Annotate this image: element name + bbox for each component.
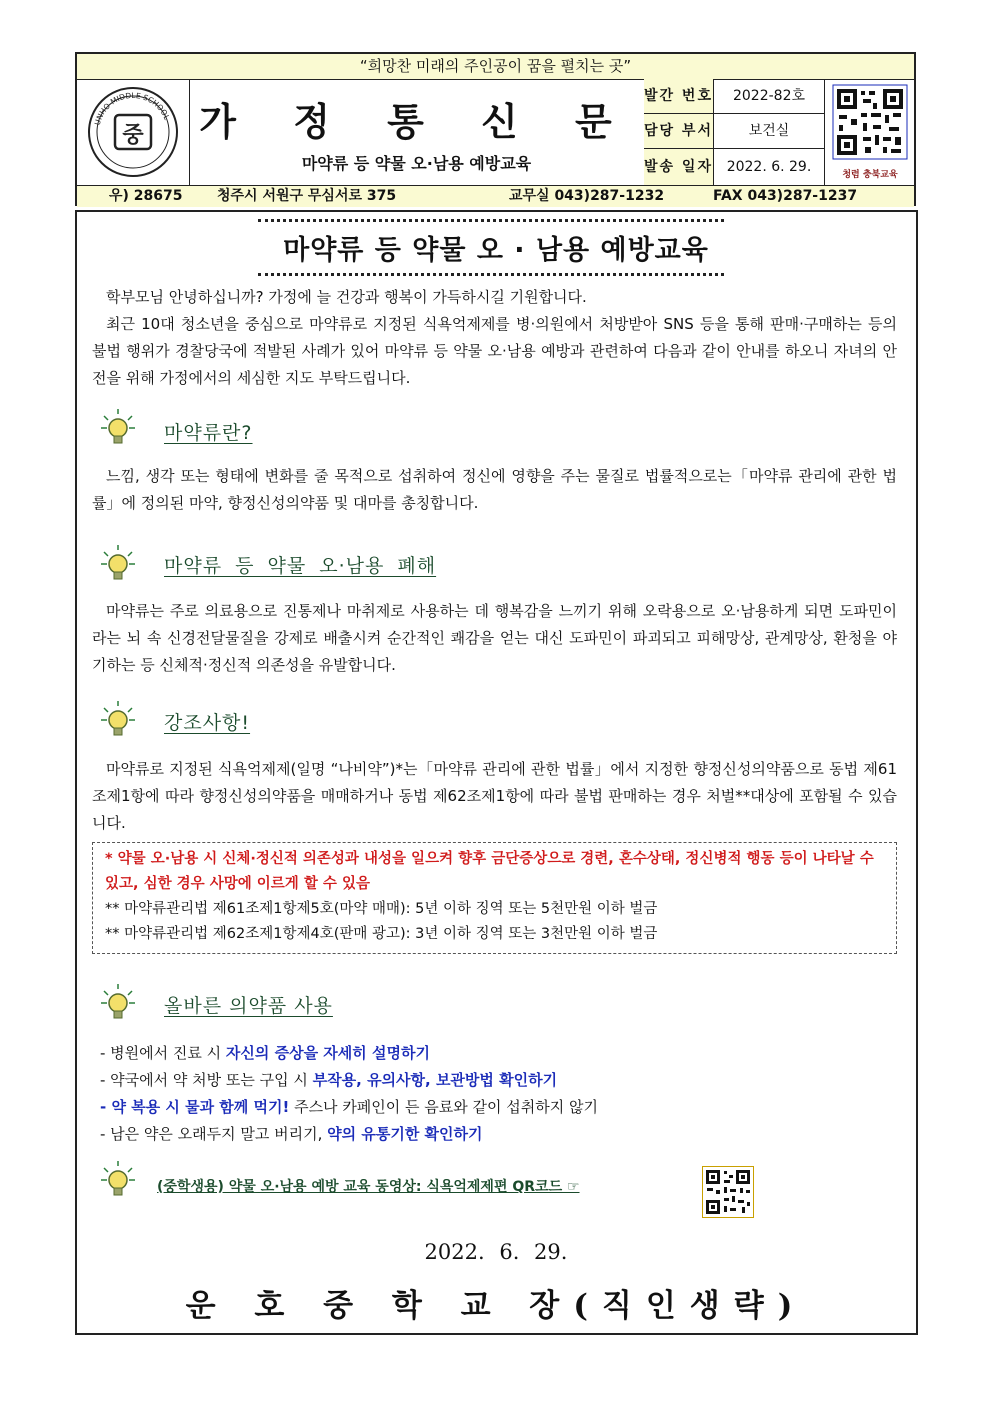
logo-ring-text: UNHO MIDDLE SCHOOL — [92, 90, 172, 127]
lightbulb-icon — [98, 544, 138, 584]
info-label: 발간 번호 — [644, 79, 714, 113]
info-value: 2022-82호 — [732, 88, 806, 104]
lightbulb-icon — [98, 700, 138, 740]
lightbulb-icon — [98, 1160, 138, 1200]
title-dotted-rule-top — [258, 219, 724, 222]
intro-paragraph: 최근 10대 청소년을 중심으로 마약류로 지정된 식욕억제제를 병·의원에서 처방받아 SNS 등을 통해 판매·구매하는 등의 불법 행위가 경찰당국에 적발된 사례가 있어 마약류 등 약물 오·남용 예방과 관련하여 다음과 같이 안내를 하오니 자녀의 안전을 위해 가정에서의 세심한 지도 부탁드립니다. — [92, 315, 897, 387]
list-item: - 약 복용 시 물과 함께 먹기! 주스나 카페인이 든 음료와 같이 섭취하지 않기 — [100, 1098, 599, 1116]
postal-code: 우) 28675 — [109, 188, 183, 204]
section-heading-what-is-drug: 마약류란? — [164, 422, 253, 444]
section-body-harm: 마약류는 주로 의료용으로 진통제나 마취제로 사용하는 데 행복감을 느끼기 위해 오락용으로 오·남용하게 되면 도파민이라는 뇌 속 신경전달물질을 강제로 배출시켜 순간적인 쾌감을 얻는 대신 도파민이 파괴되고 피해망상, 관계망상, 환청을 야기하는 등 신체적·정신적 의존성을 유발합니다. — [92, 602, 897, 674]
header-row — [77, 79, 914, 185]
school-logo-cell — [77, 79, 190, 185]
lightbulb-icon — [98, 408, 138, 448]
info-row-date — [644, 149, 824, 185]
law-note-62: ** 마약류관리법 제62조제1항제4호(판매 광고): 3년 이하 징역 또는 3천만원 이하 벌금 — [105, 926, 658, 942]
info-label: 담당 부서 — [644, 114, 714, 148]
info-label: 발송 일자 — [644, 149, 714, 185]
logo-glyph: 중 — [122, 123, 144, 148]
principal-signature: 운 호 중 학 교 장(직인생략) — [185, 1288, 807, 1324]
highlight-text: 자신의 증상을 자세히 설명하기 — [225, 1044, 430, 1062]
street-address: 청주시 서원구 무심서로 375 — [217, 188, 397, 204]
newsletter-title: 가 정 통 신 문 — [199, 99, 634, 144]
document-title: 마약류 등 약물 오 · 남용 예방교육 — [283, 235, 709, 266]
qr-cell — [824, 79, 915, 185]
lightbulb-icon — [98, 983, 138, 1023]
info-value: 보건실 — [748, 123, 790, 139]
fax-number: FAX 043)287-1237 — [713, 188, 858, 204]
title-dotted-rule-bottom — [258, 273, 724, 276]
info-row-issue — [644, 79, 824, 114]
section-heading-harm: 마약류 등 약물 오·남용 폐해 — [164, 555, 437, 577]
title-cell — [189, 79, 645, 185]
list-item: - 병원에서 진료 시 자신의 증상을 자세히 설명하기 — [100, 1044, 430, 1062]
proper-use-list — [100, 1040, 890, 1148]
list-item: - 남은 약은 오래두지 말고 버리기, 약의 유통기한 확인하기 — [100, 1125, 483, 1143]
issue-date: 2022. 6. 29. — [424, 1240, 568, 1264]
highlight-text: 부작용, 유의사항, 보관방법 확인하기 — [312, 1071, 558, 1089]
qr-code-icon[interactable] — [825, 79, 915, 185]
school-motto: “희망찬 미래의 주인공이 꿈을 펼치는 곳” — [77, 54, 914, 80]
school-logo-icon — [77, 79, 189, 185]
info-row-department — [644, 114, 824, 149]
newsletter-subtitle: 마약류 등 약물 오·남용 예방교육 — [301, 154, 532, 173]
highlight-text: 약의 유통기한 확인하기 — [327, 1125, 483, 1143]
school-address-bar — [77, 185, 914, 207]
list-item: - 약국에서 약 처방 또는 구입 시 부작용, 유의사항, 보관방법 확인하기 — [100, 1071, 558, 1089]
greeting-paragraph: 학부모님 안녕하십니까? 가정에 늘 건강과 행복이 가득하시길 기원합니다. — [106, 288, 587, 306]
edu-office-logo-text: 청렴 충북교육 — [842, 170, 898, 180]
info-value: 2022. 6. 29. — [726, 159, 812, 175]
video-qr-link[interactable]: (중학생용) 약물 오·남용 예방 교육 동영상: 식욕억제제편 QR코드 ☞ — [157, 1179, 580, 1195]
section-body-what-is-drug: 느낌, 생각 또는 형태에 변화를 줄 목적으로 섭취하여 정신에 영향을 주는 물질로 법률적으로는「마약류 관리에 관한 법률」에 정의된 마약, 향정신성의약품 및 대마를 총칭합니다. — [92, 467, 897, 512]
office-phone: 교무실 043)287-1232 — [509, 188, 665, 204]
legal-notes-box — [92, 842, 897, 954]
video-qr-code-icon[interactable] — [702, 1166, 754, 1218]
issue-info-table — [644, 79, 824, 185]
section-heading-proper-use: 올바른 의약품 사용 — [164, 995, 333, 1017]
section-body-emphasis: 마약류로 지정된 식욕억제제(일명 “나비약”)*는「마약류 관리에 관한 법률」에서 지정한 향정신성의약품으로 동법 제61조제1항에 따라 향정신성의약품을 매매하거나 동법 제62조제1항에 따라 불법 판매하는 경우 처벌**대상에 포함될 수 있습니다. — [92, 760, 897, 832]
newsletter-header — [75, 52, 916, 206]
highlight-text: 약 복용 시 물과 함께 먹기! — [111, 1098, 290, 1116]
law-note-61: ** 마약류관리법 제61조제1항제5호(마약 매매): 5년 이하 징역 또는 5천만원 이하 벌금 — [105, 901, 658, 917]
section-heading-emphasis: 강조사항! — [164, 712, 251, 734]
warning-note: * 약물 오·남용 시 신체·정신적 의존성과 내성을 일으켜 향후 금단증상으로 경련, 혼수상태, 정신병적 행동 등이 나타날 수 있고, 심한 경우 사망에 이르게 할 수 있음 — [105, 851, 874, 892]
